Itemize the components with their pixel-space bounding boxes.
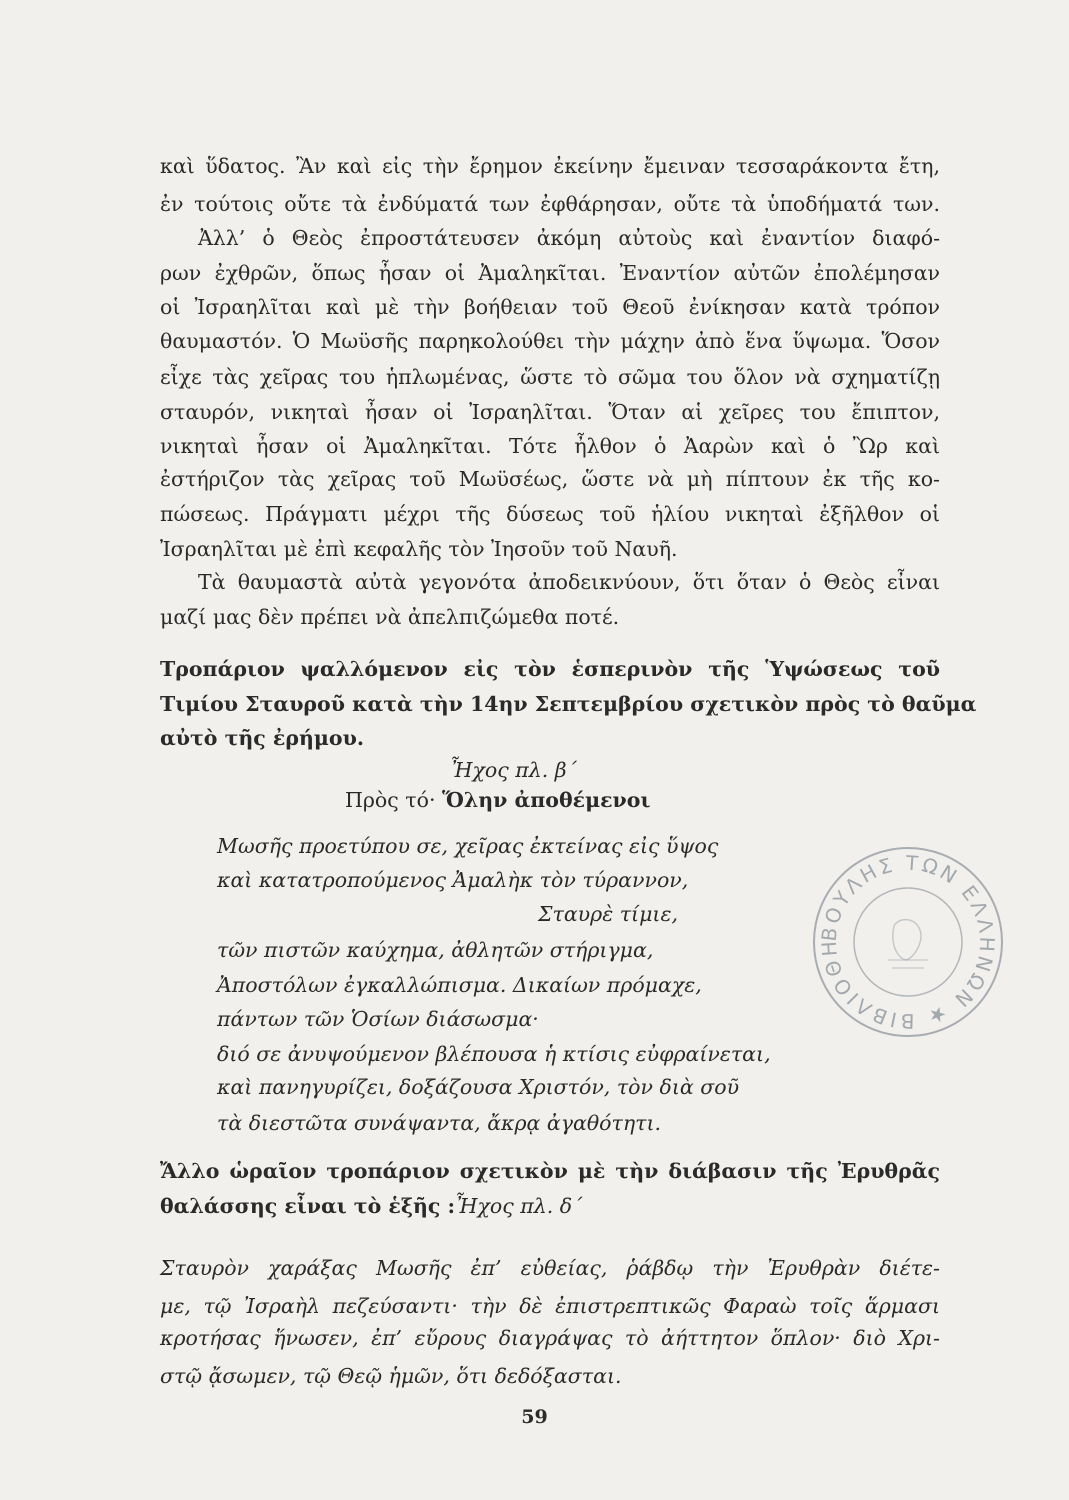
hymn-model-prefix: Πρὸς τό· bbox=[345, 788, 436, 812]
text-line-heading2-lines-1: θαλάσσης εἶναι τὸ ἑξῆς : bbox=[160, 1194, 456, 1218]
text-line-hymn1-lines-6: διό σε ἀνυψούμενον βλέπουσα ἡ κτίσις εὐφραίνεται, bbox=[217, 1042, 771, 1066]
text-line-heading2-lines-0: Ἄλλο ὡραῖον τροπάριον σχετικὸν μὲ τὴν διάβασιν τῆς Ἐρυθρᾶς bbox=[160, 1159, 940, 1183]
text-line-hymn1-tone: Ἦχος πλ. β΄ bbox=[450, 758, 577, 782]
text-line-paragraph2-lines-4: εἶχε τὰς χεῖρας του ἡπλωμένας, ὥστε τὸ σῶμα του ὅλον νὰ σχηματίζῃ bbox=[160, 365, 940, 389]
text-line-paragraph2-lines-3: θαυμαστόν. Ὁ Μωϋσῆς παρηκολούθει τὴν μάχην ἀπὸ ἕνα ὕψωμα. Ὅσον bbox=[160, 329, 940, 353]
hymn-model-line bbox=[345, 786, 650, 814]
text-line-paragraph2-lines-8: πώσεως. Πράγματι μέχρι τῆς δύσεως τοῦ ἡλίου νικηταὶ ἐξῆλθον οἱ bbox=[160, 502, 940, 526]
text-line-hymn2-tone: Ἦχος πλ. δ΄ bbox=[455, 1194, 583, 1218]
text-line-paragraph1-lines-0: καὶ ὕδατος. Ἂν καὶ εἰς τὴν ἔρημον ἐκείνην ἔμειναν τεσσαράκοντα ἔτη, bbox=[160, 154, 940, 178]
text-line-paragraph2-lines-5: σταυρόν, νικηταὶ ἦσαν οἱ Ἰσραηλῖται. Ὅταν αἱ χεῖρες του ἔπιπτον, bbox=[160, 400, 940, 424]
text-line-hymn1-lines-7: καὶ πανηγυρίζει, δοξάζουσα Χριστόν, τὸν διὰ σοῦ bbox=[217, 1075, 740, 1099]
text-line-paragraph2-lines-6: νικηταὶ ἦσαν οἱ Ἀμαληκῖται. Τότε ἦλθον ὁ Ἀαρὼν καὶ ὁ Ὢρ καὶ bbox=[160, 434, 940, 458]
text-line-paragraph2-lines-0: Ἀλλ’ ὁ Θεὸς ἐπροστάτευσεν ἀκόμη αὐτοὺς καὶ ἐναντίον διαφό- bbox=[198, 226, 940, 250]
text-line-paragraph2-lines-9: Ἰσραηλῖται μὲ ἐπὶ κεφαλῆς τὸν Ἰησοῦν τοῦ Ναυῆ. bbox=[160, 537, 678, 561]
library-stamp-graphic bbox=[808, 842, 1008, 1042]
text-line-hymn1-lines-4: Ἀποστόλων ἐγκαλλώπισμα. Δικαίων πρόμαχε, bbox=[217, 973, 702, 997]
text-line-heading1-lines-0: Τροπάριον ψαλλόμενον εἰς τὸν ἑσπερινὸν τῆς Ὑψώσεως τοῦ bbox=[160, 657, 940, 681]
text-line-hymn1-lines-8: τὰ διεστῶτα συνάψαντα, ἄκρᾳ ἀγαθότητι. bbox=[217, 1111, 662, 1135]
library-stamp bbox=[808, 842, 1008, 1042]
text-line-paragraph2-lines-1: ρων ἐχθρῶν, ὅπως ἦσαν οἱ Ἀμαληκῖται. Ἐναντίον αὐτῶν ἐπολέμησαν bbox=[160, 261, 940, 285]
text-line-paragraph1-lines-1: ἐν τούτοις οὔτε τὰ ἐνδύματά των ἐφθάρησαν, οὔτε τὰ ὑποδήματά των. bbox=[160, 192, 940, 216]
text-line-hymn2-lines-0: Σταυρὸν χαράξας Μωσῆς ἐπ’ εὐθείας, ῥάβδῳ τὴν Ἐρυθρὰν διέτε- bbox=[160, 1256, 940, 1280]
text-line-heading1-lines-2: αὐτὸ τῆς ἐρήμου. bbox=[160, 726, 364, 750]
text-line-paragraph3-lines-1: μαζί μας δὲν πρέπει νὰ ἀπελπιζώμεθα ποτέ. bbox=[160, 605, 620, 629]
text-line-hymn1-lines-2: Σταυρὲ τίμιε, bbox=[538, 902, 678, 926]
text-line-paragraph3-lines-0: Τὰ θαυμαστὰ αὐτὰ γεγονότα ἀποδεικνύουν, ὅτι ὅταν ὁ Θεὸς εἶναι bbox=[198, 570, 940, 594]
text-line-heading1-lines-1: Τιμίου Σταυροῦ κατὰ τὴν 14ην Σεπτεμβρίου σχετικὸν πρὸς τὸ θαῦμα bbox=[160, 692, 977, 716]
text-line-hymn2-lines-1: με, τῷ Ἰσραὴλ πεζεύσαντι· τὴν δὲ ἐπιστρεπτικῶς Φαραὼ τοῖς ἅρμασι bbox=[160, 1294, 940, 1318]
page-number: 59 bbox=[521, 1406, 548, 1428]
text-line-hymn1-lines-0: Μωσῆς προετύπου σε, χεῖρας ἐκτείνας εἰς ὕψος bbox=[217, 834, 719, 858]
hymn-model-title: Ὅλην ἀποθέμενοι bbox=[442, 788, 651, 812]
text-line-hymn2-lines-2: κροτήσας ἥνωσεν, ἐπ’ εὔρους διαγράψας τὸ ἀήττητον ὅπλον· διὸ Χρι- bbox=[160, 1326, 940, 1350]
text-line-hymn1-lines-3: τῶν πιστῶν καύχημα, ἀθλητῶν στήριγμα, bbox=[217, 938, 654, 962]
text-line-hymn2-lines-3: στῷ ᾄσωμεν, τῷ Θεῷ ἡμῶν, ὅτι δεδόξασται. bbox=[160, 1364, 622, 1388]
svg-text:ΒΟΥΛΗΣ ΤΩΝ ΕΛΛΗΝΩΝ ★ ΒΙΒΛΙΟΘΗΚ: ΒΟΥΛΗΣ ΤΩΝ ΕΛΛΗΝΩΝ ★ ΒΙΒΛΙΟΘΗ bbox=[816, 850, 1000, 1034]
text-line-hymn1-lines-5: πάντων τῶν Ὁσίων διάσωσμα· bbox=[217, 1007, 539, 1031]
text-line-paragraph2-lines-2: οἱ Ἰσραηλῖται καὶ μὲ τὴν βοήθειαν τοῦ Θεοῦ ἐνίκησαν κατὰ τρόπον bbox=[160, 295, 940, 319]
text-line-hymn1-lines-1: καὶ κατατροπούμενος Ἀμαλὴκ τὸν τύραννον, bbox=[217, 868, 689, 892]
text-line-paragraph2-lines-7: ἐστήριζον τὰς χεῖρας τοῦ Μωϋσέως, ὥστε νὰ μὴ πίπτουν ἐκ τῆς κο- bbox=[160, 467, 940, 491]
